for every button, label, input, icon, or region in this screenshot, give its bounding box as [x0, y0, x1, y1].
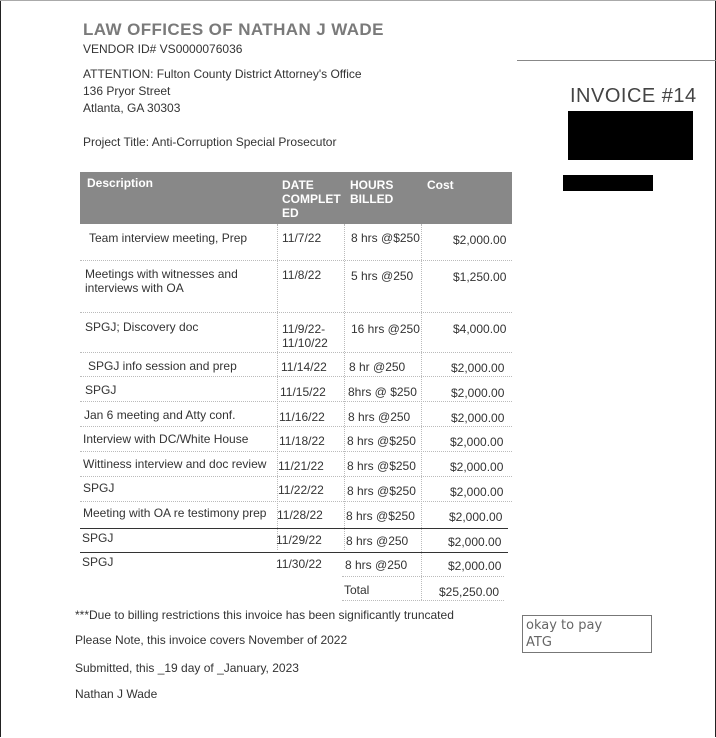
row-cost: $2,000.00 — [451, 411, 505, 425]
total-divider — [342, 600, 504, 601]
row-description: Jan 6 meeting and Atty conf. — [84, 408, 236, 422]
total-value: $25,250.00 — [439, 585, 500, 599]
row-cost: $2,000.00 — [448, 559, 502, 573]
redaction-box — [568, 111, 693, 160]
row-description: SPGJ — [82, 531, 114, 545]
row-hours: 8 hrs @$250 — [347, 459, 416, 473]
row-date: 11/7/22 — [282, 231, 322, 245]
row-description: Meetings with witnesses and — [85, 267, 238, 281]
submitted-line: Submitted, this _19 day of _January, 2023 — [75, 661, 299, 675]
row-hours: 8 hrs @$250 — [347, 484, 416, 498]
col-header-date — [282, 178, 341, 220]
row-divider — [80, 501, 512, 502]
row-divider — [80, 401, 512, 402]
row-hours: 8 hrs @$250 — [351, 231, 420, 245]
address-street: 136 Pryor Street — [83, 84, 171, 98]
row-description: SPGJ — [85, 383, 117, 397]
row-divider-solid — [80, 528, 508, 529]
row-date: 11/16/22 — [279, 410, 325, 424]
row-date: 11/9/22- — [282, 322, 326, 336]
row-description: Meeting with OA re testimony prep — [83, 506, 267, 520]
row-divider — [80, 426, 512, 427]
row-description: Wittiness interview and doc review — [83, 457, 267, 471]
row-description: Team interview meeting, Prep — [89, 231, 248, 245]
col-header-hours-line: HOURS — [350, 178, 394, 192]
signature-name: Nathan J Wade — [75, 687, 158, 701]
approval-stamp-text: okay to pay — [526, 618, 603, 633]
row-cost: $1,250.00 — [453, 270, 507, 284]
row-hours: 8 hr @250 — [349, 360, 406, 374]
row-divider — [80, 260, 512, 261]
row-cost: $2,000.00 — [450, 435, 504, 449]
approval-stamp — [522, 615, 652, 653]
top-scan-line — [0, 0, 716, 1]
attention-line: ATTENTION: Fulton County District Attorney's Office — [83, 67, 362, 81]
row-divider — [80, 476, 512, 477]
col-header-date-line: ED — [282, 206, 299, 220]
row-cost: $2,000.00 — [453, 233, 507, 247]
row-divider — [80, 451, 512, 452]
header-rule — [517, 60, 716, 61]
row-date: 11/18/22 — [279, 434, 325, 448]
row-date: 11/8/22 — [282, 268, 322, 282]
redaction-bar — [563, 175, 653, 191]
row-description: SPGJ; Discovery doc — [85, 320, 199, 334]
row-cost: $2,000.00 — [450, 485, 504, 499]
address-city: Atlanta, GA 30303 — [83, 101, 181, 115]
row-hours: 8 hrs @$250 — [346, 509, 415, 523]
project-title: Project Title: Anti-Corruption Special Prosecutor — [83, 135, 337, 149]
firm-name: LAW OFFICES OF NATHAN J WADE — [83, 20, 384, 39]
col-header-description: Description — [87, 176, 154, 190]
row-cost: $2,000.00 — [448, 535, 502, 549]
row-hours: 8 hrs @250 — [345, 558, 408, 572]
row-divider — [80, 352, 512, 353]
row-date: 11/14/22 — [281, 360, 327, 374]
row-hours: 8 hrs @$250 — [347, 434, 416, 448]
row-description: SPGJ info session and prep — [88, 359, 237, 373]
col-header-date-line: COMPLET — [282, 192, 341, 206]
row-description-line2: interviews with OA — [85, 281, 184, 295]
row-description: SPGJ — [83, 481, 115, 495]
row-description: Interview with DC/White House — [83, 432, 249, 446]
row-date: 11/22/22 — [278, 483, 324, 497]
row-hours: 8 hrs @250 — [348, 410, 411, 424]
row-divider — [80, 376, 512, 377]
row-hours: 16 hrs @250 — [351, 322, 420, 336]
total-divider — [342, 576, 504, 577]
row-cost: $2,000.00 — [451, 386, 505, 400]
row-divider-solid — [80, 552, 508, 553]
invoice-number: INVOICE #14 — [570, 85, 697, 107]
row-cost: $2,000.00 — [450, 460, 504, 474]
row-cost: $2,000.00 — [449, 510, 503, 524]
column-divider — [421, 224, 422, 600]
row-hours: 8hrs @ $250 — [348, 385, 417, 399]
approval-stamp-initials: ATG — [526, 635, 552, 650]
row-date: 11/15/22 — [280, 385, 326, 399]
row-date-line2: 11/10/22 — [282, 336, 328, 350]
col-header-cost: Cost — [427, 178, 454, 192]
row-description: SPGJ — [82, 555, 114, 569]
row-hours: 8 hrs @250 — [346, 534, 409, 548]
row-date: 11/21/22 — [278, 459, 324, 473]
row-cost: $4,000.00 — [453, 322, 507, 336]
row-cost: $2,000.00 — [451, 361, 505, 375]
row-date: 11/28/22 — [277, 508, 323, 522]
invoice-table — [80, 172, 512, 602]
col-header-date-line: DATE — [282, 178, 314, 192]
row-date: 11/29/22 — [276, 533, 322, 547]
truncation-note: ***Due to billing restrictions this invoice has been significantly truncated — [75, 608, 454, 622]
row-divider — [80, 312, 512, 313]
vendor-id: VENDOR ID# VS0000076036 — [83, 42, 243, 56]
row-date: 11/30/22 — [276, 557, 322, 571]
total-label: Total — [344, 583, 370, 597]
col-header-hours-line: BILLED — [350, 192, 394, 206]
row-hours: 5 hrs @250 — [351, 269, 414, 283]
period-note: Please Note, this invoice covers November of 2022 — [75, 633, 348, 647]
attention-block — [83, 66, 362, 117]
col-header-hours — [350, 178, 393, 206]
